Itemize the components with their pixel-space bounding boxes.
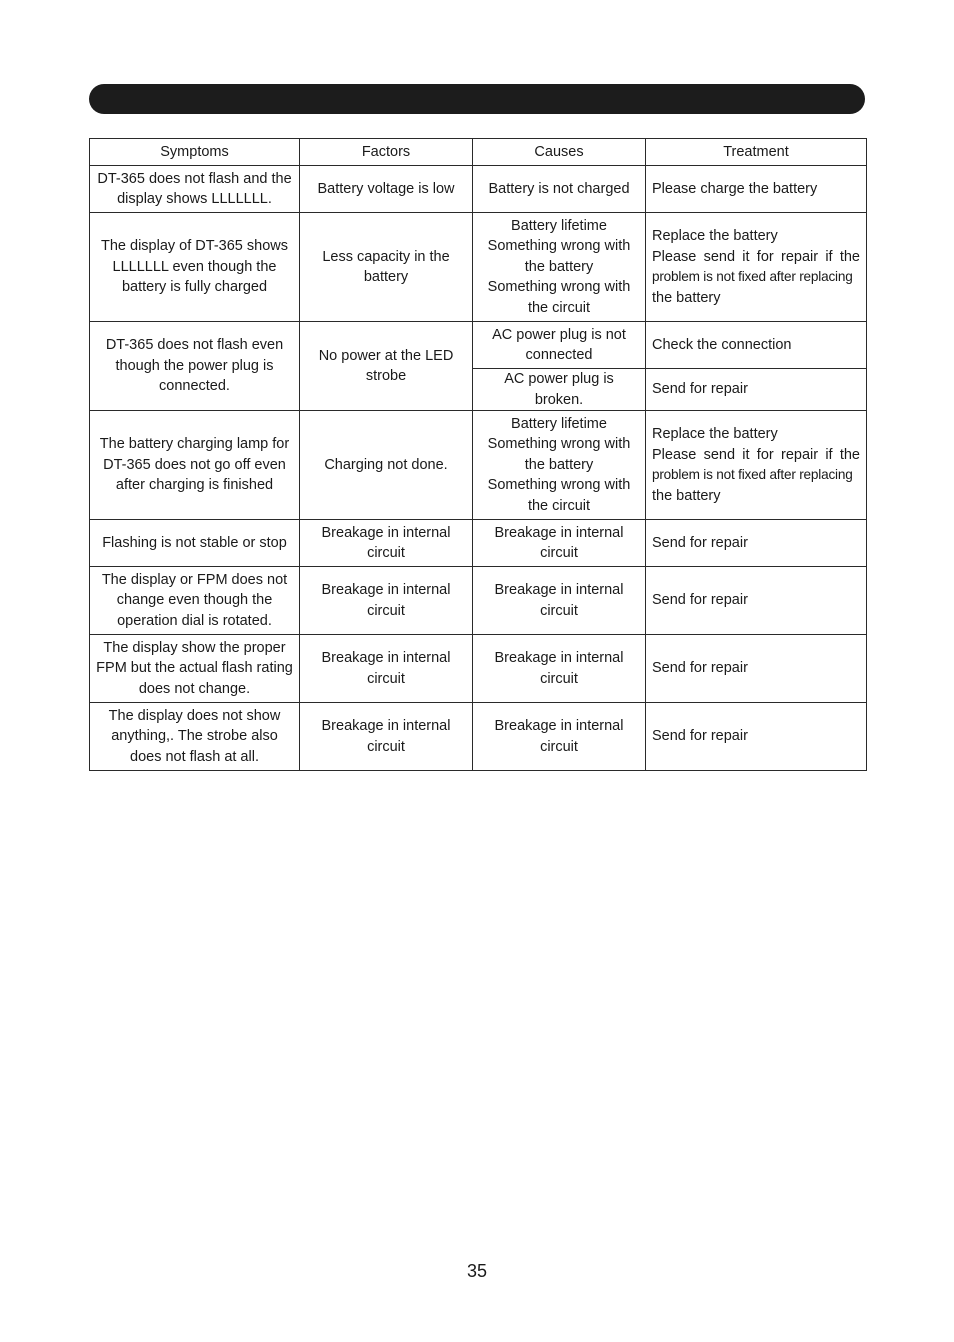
symptom-cell: The display show the proper FPM but the actual flash rating does not change. <box>90 635 300 703</box>
column-header-causes: Causes <box>473 139 646 166</box>
treatment-line: the battery <box>652 289 721 306</box>
treatment-cell <box>646 213 867 322</box>
symptom-cell: DT-365 does not flash even though the power plug is connected. <box>90 322 300 411</box>
table-row <box>90 520 867 567</box>
cause-cell: Breakage in internal circuit <box>473 520 646 567</box>
cause-cell: AC power plug is not connected <box>473 322 646 369</box>
cause-cell: Battery lifetime Something wrong with the battery Something wrong with the circuit <box>473 213 646 322</box>
factor-cell: Battery voltage is low <box>300 166 473 213</box>
cause-cell: Breakage in internal circuit <box>473 703 646 771</box>
factor-cell: Less capacity in the battery <box>300 213 473 322</box>
page-number: 35 <box>466 1261 488 1281</box>
factor-cell: Charging not done. <box>300 411 473 520</box>
factor-cell: Breakage in internal circuit <box>300 567 473 635</box>
cause-cell: Breakage in internal circuit <box>473 567 646 635</box>
column-header-symptoms: Symptoms <box>90 139 300 166</box>
column-header-treatment: Treatment <box>646 139 867 166</box>
symptom-cell: The battery charging lamp for DT-365 does not go off even after charging is finished <box>90 411 300 520</box>
table-row <box>90 635 867 703</box>
factor-cell: No power at the LED strobe <box>300 322 473 411</box>
treatment-cell: Send for repair <box>646 369 867 411</box>
cause-cell: Breakage in internal circuit <box>473 635 646 703</box>
cause-cell: Battery is not charged <box>473 166 646 213</box>
table-row <box>90 411 867 520</box>
treatment-cell: Send for repair <box>646 567 867 635</box>
table-row <box>90 567 867 635</box>
treatment-cell: Send for repair <box>646 635 867 703</box>
treatment-cell: Please charge the battery <box>646 166 867 213</box>
treatment-line: Replace the battery <box>652 426 778 442</box>
treatment-cell <box>646 411 867 520</box>
table-row <box>90 166 867 213</box>
column-header-factors: Factors <box>300 139 473 166</box>
treatment-line: the battery <box>652 487 721 504</box>
treatment-line: problem is not fixed after replacing <box>652 467 853 482</box>
treatment-cell: Send for repair <box>646 520 867 567</box>
troubleshooting-table <box>89 138 867 771</box>
treatment-cell: Send for repair <box>646 703 867 771</box>
cause-cell: Battery lifetime Something wrong with the battery Something wrong with the circuit <box>473 411 646 520</box>
factor-cell: Breakage in internal circuit <box>300 520 473 567</box>
symptom-cell: The display of DT-365 shows LLLLLLL even though the battery is fully charged <box>90 213 300 322</box>
symptom-cell: DT-365 does not flash and the display shows LLLLLLL. <box>90 166 300 213</box>
factor-cell: Breakage in internal circuit <box>300 703 473 771</box>
symptom-cell: The display does not show anything,. The strobe also does not flash at all. <box>90 703 300 771</box>
factor-cell: Breakage in internal circuit <box>300 635 473 703</box>
symptom-cell: The display or FPM does not change even though the operation dial is rotated. <box>90 567 300 635</box>
table-row <box>90 213 867 322</box>
table-row <box>90 322 867 369</box>
treatment-line: Please send it for repair if the <box>652 446 860 463</box>
treatment-line: Replace the battery <box>652 228 778 244</box>
table-header-row <box>90 139 867 166</box>
section-title-bar <box>89 84 865 114</box>
symptom-cell: Flashing is not stable or stop <box>90 520 300 567</box>
table-row <box>90 703 867 771</box>
treatment-cell: Check the connection <box>646 322 867 369</box>
cause-cell: AC power plug is broken. <box>473 369 646 411</box>
treatment-line: Please send it for repair if the <box>652 248 860 265</box>
treatment-line: problem is not fixed after replacing <box>652 269 853 284</box>
